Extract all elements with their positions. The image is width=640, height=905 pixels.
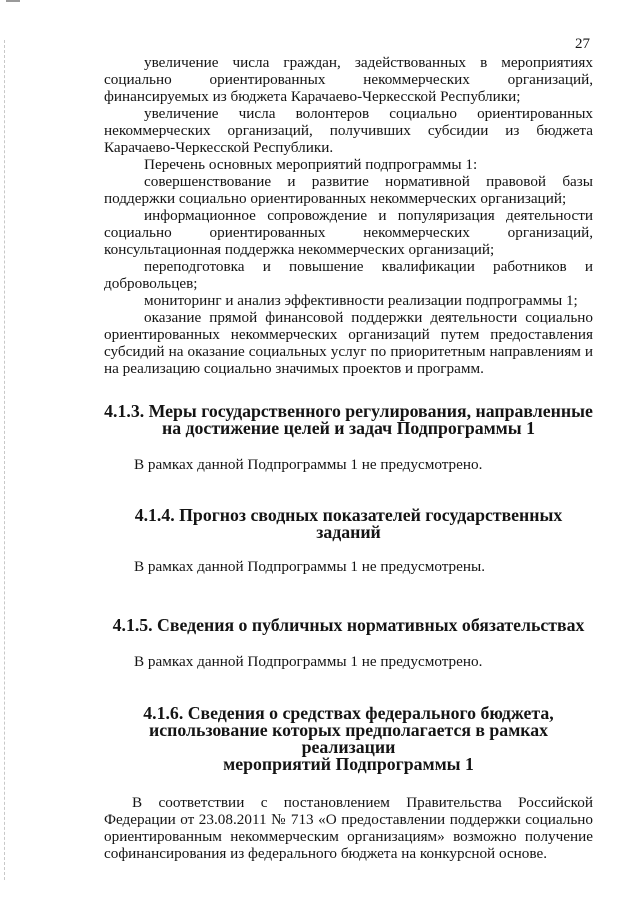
paragraph-monitoring: мониторинг и анализ эффективности реализации подпрограммы 1; bbox=[144, 292, 578, 309]
scan-corner-mark bbox=[6, 0, 20, 6]
page-number: 27 bbox=[575, 36, 590, 52]
section-heading-line: использование которых предполагается в рамках реализации bbox=[148, 720, 549, 757]
section-body-4-1-6: В соответствии с постановлением Правительства Российской Федерации от 23.08.2011 № 713 «О предоставлении поддержки социально ориентированным некоммерческим организациям» возможно получение софинансирования из федерального бюджета на конкурсной основе. bbox=[104, 794, 593, 862]
section-heading-4-1-6 bbox=[104, 705, 593, 773]
section-body-4-1-3: В рамках данной Подпрограммы 1 не предусмотрено. bbox=[134, 456, 483, 473]
document-body bbox=[104, 54, 593, 862]
section-heading-line: 4.1.5. Сведения о публичных нормативных обязательствах bbox=[112, 615, 585, 635]
paragraph-volunteers: увеличение числа волонтеров социально ориентированных некоммерческих организаций, получивших субсидии из бюджета Карачаево-Черкесской Республики. bbox=[104, 105, 593, 156]
section-heading-4-1-3 bbox=[104, 403, 593, 437]
section-heading-line: 4.1.3. Меры государственного регулирования, направленные bbox=[104, 401, 593, 421]
paragraph-retraining: переподготовка и повышение квалификации работников и добровольцев; bbox=[104, 258, 593, 292]
section-body-4-1-4: В рамках данной Подпрограммы 1 не предусмотрены. bbox=[134, 558, 486, 575]
section-heading-line: мероприятий Подпрограммы 1 bbox=[223, 754, 474, 774]
paragraph-activities-list-title: Перечень основных мероприятий подпрограммы 1: bbox=[144, 156, 478, 173]
section-body-4-1-5: В рамках данной Подпрограммы 1 не предусмотрено. bbox=[134, 653, 483, 670]
scan-binding-edge bbox=[4, 40, 6, 880]
paragraph-legal-base: совершенствование и развитие нормативной правовой базы поддержки социально ориентированных некоммерческих организаций; bbox=[104, 173, 593, 207]
paragraph-financial-support: оказание прямой финансовой поддержки деятельности социально ориентированных некоммерческих организаций путем предоставления субсидий на оказание социальных услуг по приоритетным направлениям и на реализацию социально значимых проектов и программ. bbox=[104, 309, 593, 377]
section-heading-line: на достижение целей и задач Подпрограммы 1 bbox=[162, 418, 535, 438]
section-heading-4-1-5 bbox=[104, 617, 593, 634]
paragraph-citizens-involved: увеличение числа граждан, задействованных в мероприятиях социально ориентированных некоммерческих организаций, финансируемых из бюджета Карачаево-Черкесской Республики; bbox=[104, 54, 593, 105]
section-heading-line: 4.1.4. Прогноз сводных показателей государственных заданий bbox=[134, 505, 563, 542]
section-heading-line: 4.1.6. Сведения о средствах федерального бюджета, bbox=[143, 703, 554, 723]
section-heading-4-1-4 bbox=[104, 507, 593, 541]
paragraph-info-support: информационное сопровождение и популяризация деятельности социально ориентированных некоммерческих организаций, консультационная поддержка некоммерческих организаций; bbox=[104, 207, 593, 258]
